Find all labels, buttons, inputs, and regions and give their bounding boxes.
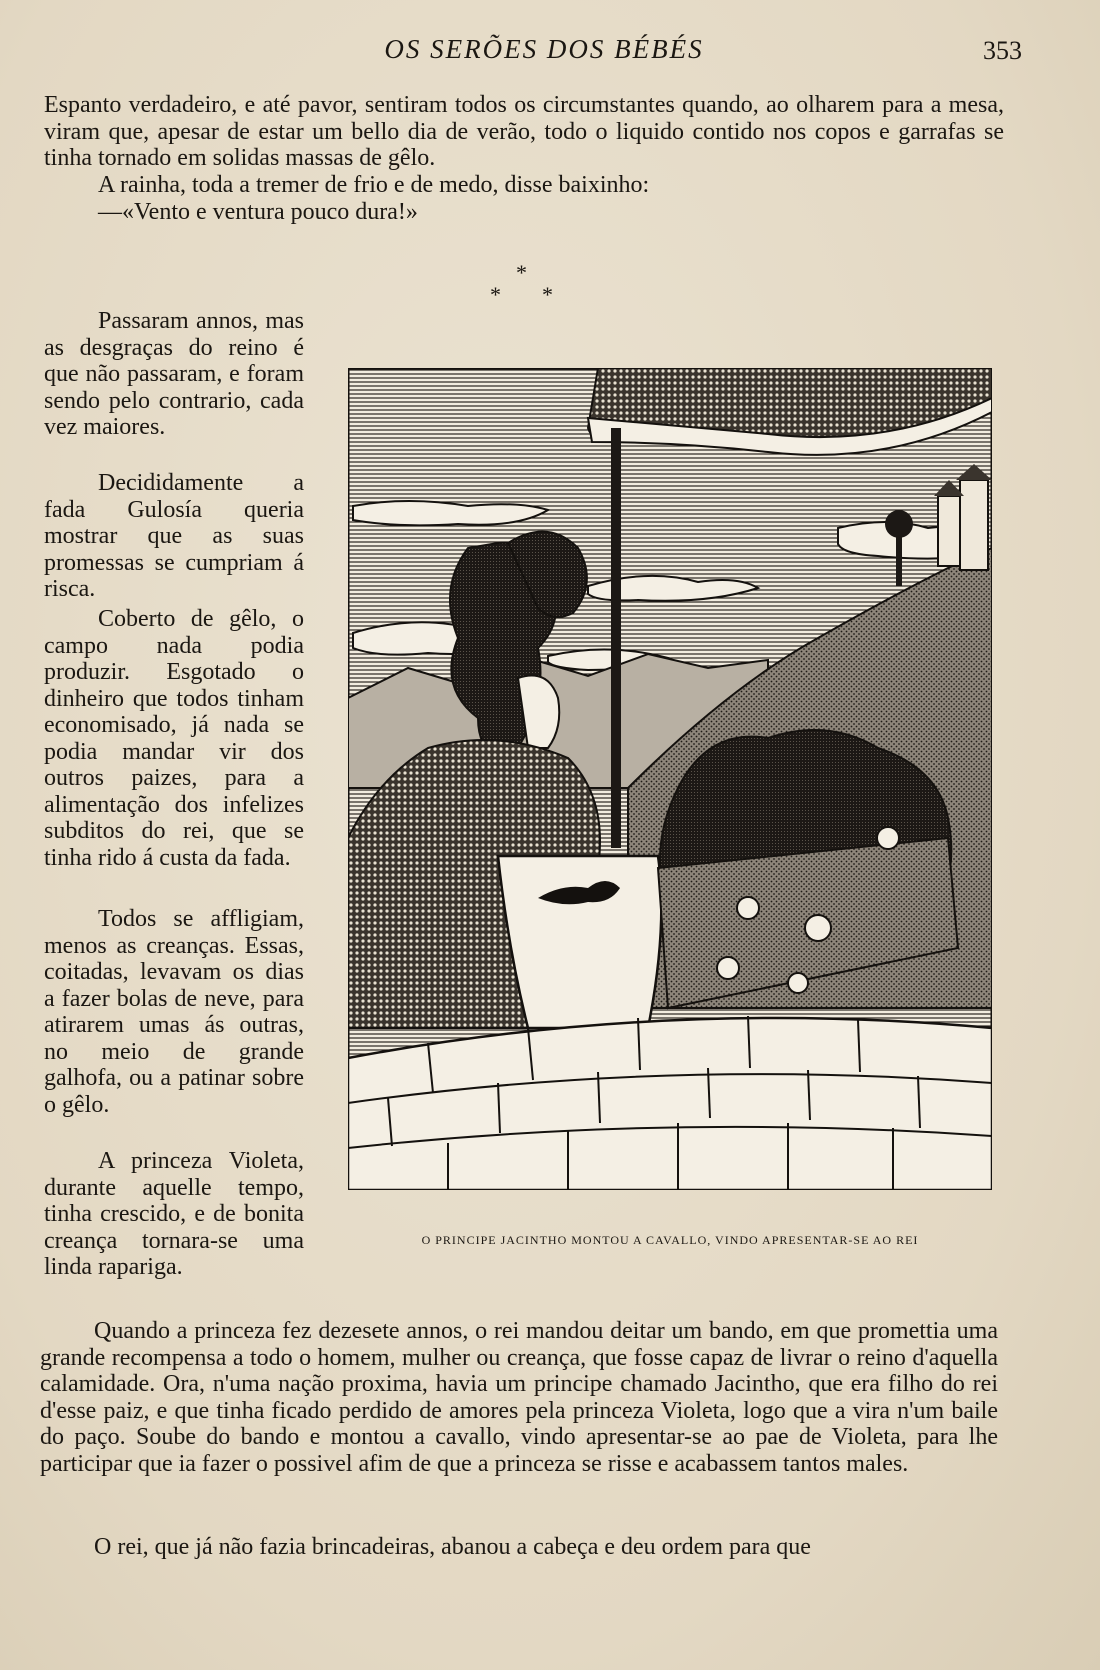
lance-pole <box>611 428 621 848</box>
paragraph-5: Decididamente a fada Gulosía queria mostrar que as suas promessas se cumpriam á risca. <box>44 470 304 602</box>
heraldic-shield <box>498 856 661 1028</box>
asterism-star: * <box>490 282 501 307</box>
illustration <box>348 368 992 1190</box>
page-number: 353 <box>983 36 1022 65</box>
paragraph-4: Passaram annos, mas as desgraças do reino é que não passaram, e foram sendo pelo contrario, cada vez maiores. <box>44 308 304 440</box>
asterism-star: * <box>516 260 527 285</box>
section-asterism <box>480 260 560 310</box>
asterism-star: * <box>542 282 553 307</box>
running-title: OS SERÕES DOS BÉBÉS <box>384 34 704 64</box>
illustration-caption: O PRINCIPE JACINTHO MONTOU A CAVALLO, VINDO APRESENTAR-SE AO REI <box>421 1233 919 1247</box>
stone-wall <box>348 1016 992 1190</box>
page-header <box>44 34 1044 68</box>
paragraph-3: —«Vento e ventura pouco dura!» <box>98 199 418 225</box>
paragraph-2: A rainha, toda a tremer de frio e de medo, disse baixinho: <box>98 172 650 198</box>
paragraph-6: Coberto de gêlo, o campo nada podia produzir. Esgotado o dinheiro que todos tinham economisado, já nada se podia mandar vir dos outros paizes, para a alimentação dos infelizes subditos do rei, que se tinha rido á custa da fada. <box>44 606 304 871</box>
paragraph-1: Espanto verdadeiro, e até pavor, sentiram todos os circumstantes quando, ao olharem para a mesa, viram que, apesar de estar um bello dia de verão, todo o liquido contido nos copos e garrafas se tinha tornado em solidas massas de gêlo. <box>44 92 1004 171</box>
paragraph-9: Quando a princeza fez dezesete annos, o rei mandou deitar um bando, em que promettia uma grande recompensa a todo o homem, mulher ou creança, que fosse capaz de livrar o reino d'aquella calamidade. Ora, n'uma nação proxima, havia um principe chamado Jacintho, que era filho do rei d'esse paiz, e que tinha ficado perdido de amores pela princeza Violeta, logo que a vira n'um baile do paço. Soube do bando e montou a cavallo, vindo apresentar-se ao pae de Violeta, para lhe participar que ia fazer o possivel afim de que a princeza se risse e acabassem tantos males. <box>40 1318 998 1477</box>
paragraph-8: A princeza Violeta, durante aquelle tempo, tinha crescido, e de bonita creança tornara-se uma linda rapariga. <box>44 1148 304 1280</box>
paragraph-10: O rei, que já não fazia brincadeiras, abanou a cabeça e deu ordem para que <box>94 1534 811 1560</box>
paragraph-7: Todos se affligiam, menos as creanças. Essas, coitadas, levavam os dias a fazer bolas de neve, para atirarem umas ás outras, no meio de grande galhofa, ou a patinar sobre o gêlo. <box>44 906 304 1118</box>
